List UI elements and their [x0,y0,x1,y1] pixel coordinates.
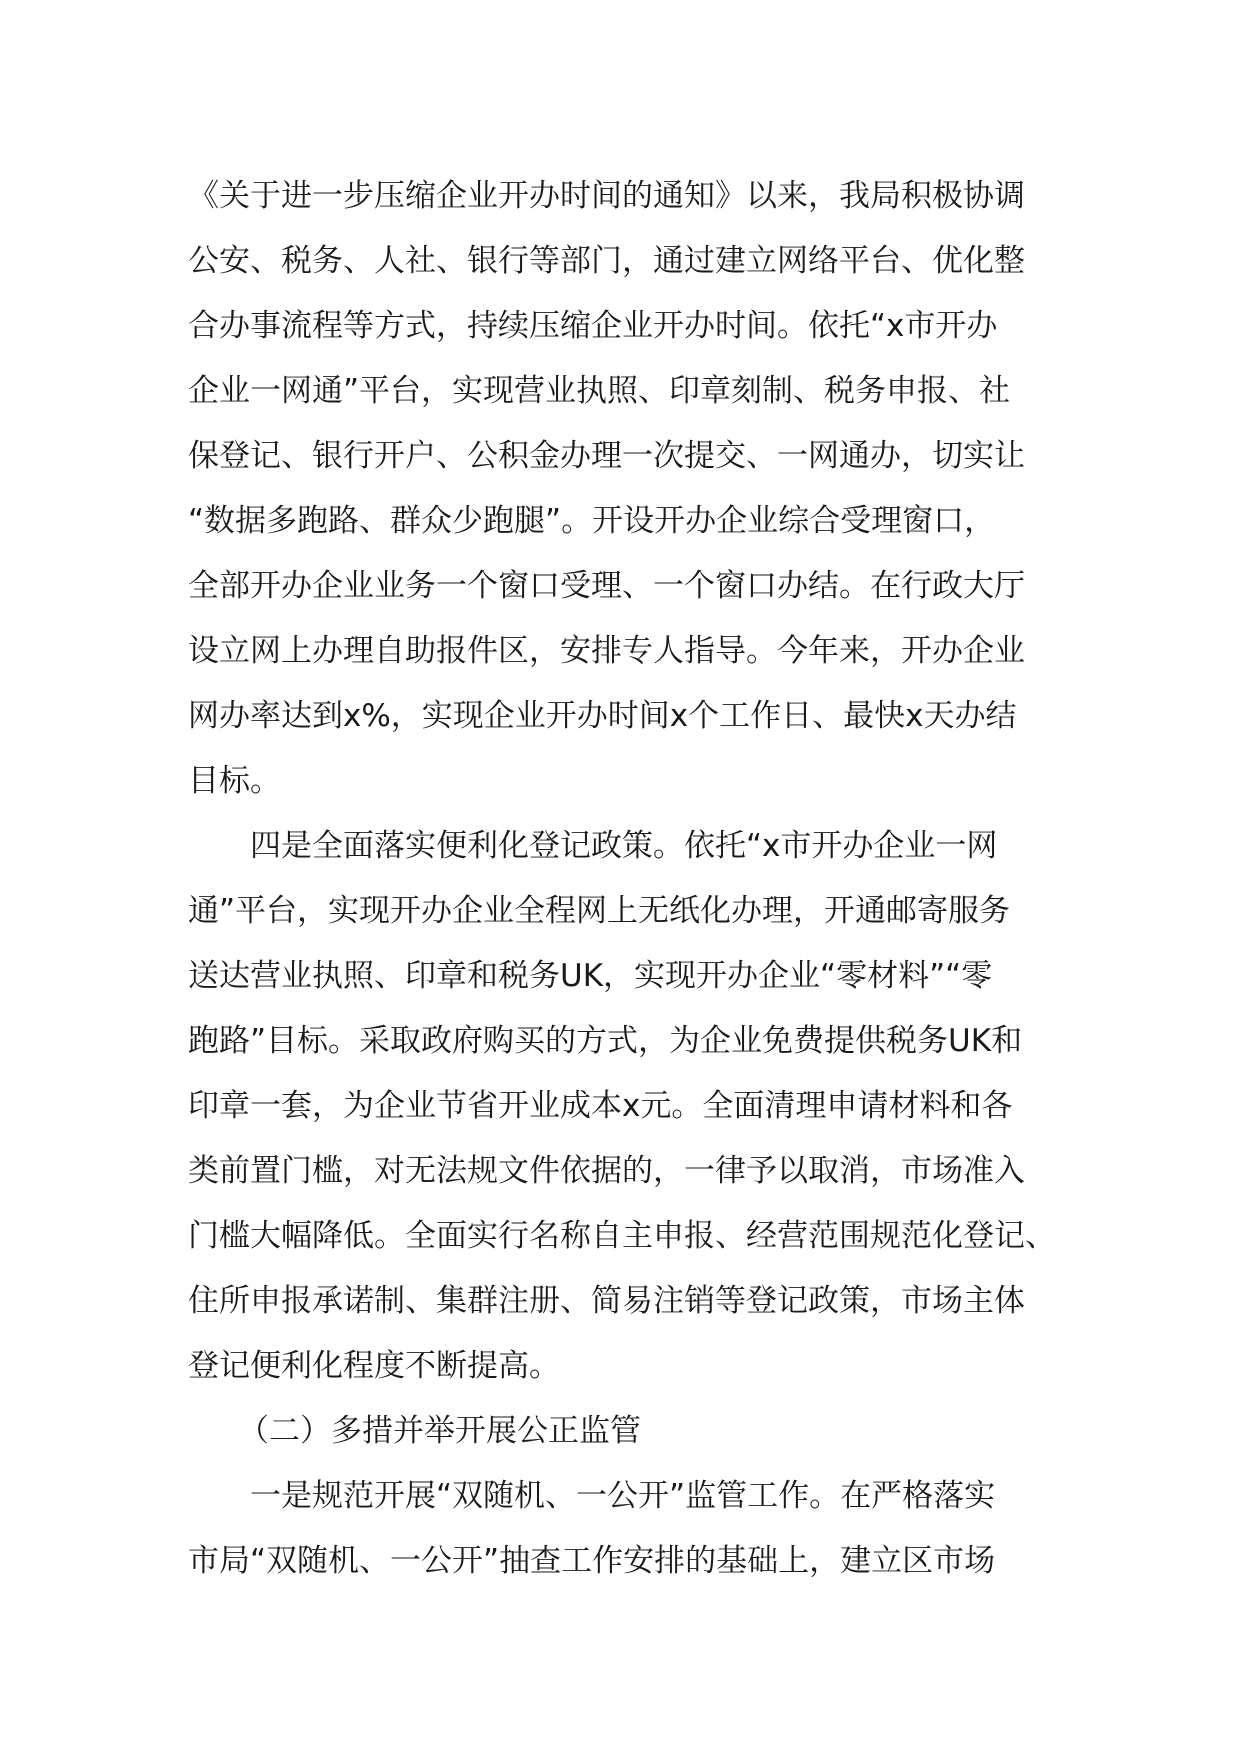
text-line: 送达营业执照、印章和税务UK，实现开办企业“零材料”“零 [188,958,993,994]
text-line: 《关于进一步压缩企业开办时间的通知》以来，我局积极协调 [188,178,1025,214]
text-line: 公安、税务、人社、银行等部门，通过建立网络平台、优化整 [188,243,1025,279]
text-line: 网办率达到x%，实现企业开办时间x个工作日、最快x天办结 [188,698,1017,734]
text-line: 门槛大幅降低。全面实行名称自主申报、经营范围规范化登记、 [188,1218,1056,1254]
text-line: 保登记、银行开户、公积金办理一次提交、一网通办，切实让 [188,438,1025,474]
text-line: 合办事流程等方式，持续压缩企业开办时间。依托“x市开办 [188,308,998,344]
paragraph-first-line: 四是全面落实便利化登记政策。依托“x市开办企业一网 [250,828,998,864]
text-line: 设立网上办理自助报件区，安排专人指导。今年来，开办企业 [188,633,1025,669]
text-line: “数据多跑路、群众少跑腿”。开设开办企业综合受理窗口， [188,503,996,539]
text-line: 企业一网通”平台，实现营业执照、印章刻制、税务申报、社 [188,373,1011,409]
text-line: 类前置门槛，对无法规文件依据的，一律予以取消，市场准入 [188,1153,1025,1189]
text-line: 跑路”目标。采取政府购买的方式，为企业免费提供税务UK和 [188,1023,1023,1059]
text-line: 印章一套，为企业节省开业成本x元。全面清理申请材料和各 [188,1088,1013,1124]
text-line: 市局“双随机、一公开”抽查工作安排的基础上，建立区市场 [188,1543,996,1579]
section-heading: （二）多措并举开展公正监管 [238,1413,641,1449]
text-line: 登记便利化程度不断提高。 [188,1348,560,1384]
text-line: 全部开办企业业务一个窗口受理、一个窗口办结。在行政大厅 [188,568,1025,604]
text-line: 住所申报承诺制、集群注册、简易注销等登记政策，市场主体 [188,1283,1025,1319]
document-body [188,164,1068,1594]
text-line: 通”平台，实现开办企业全程网上无纸化办理，开通邮寄服务 [188,893,1011,929]
paragraph-first-line: 一是规范开展“双随机、一公开”监管工作。在严格落实 [250,1478,996,1514]
text-line: 目标。 [188,763,281,799]
